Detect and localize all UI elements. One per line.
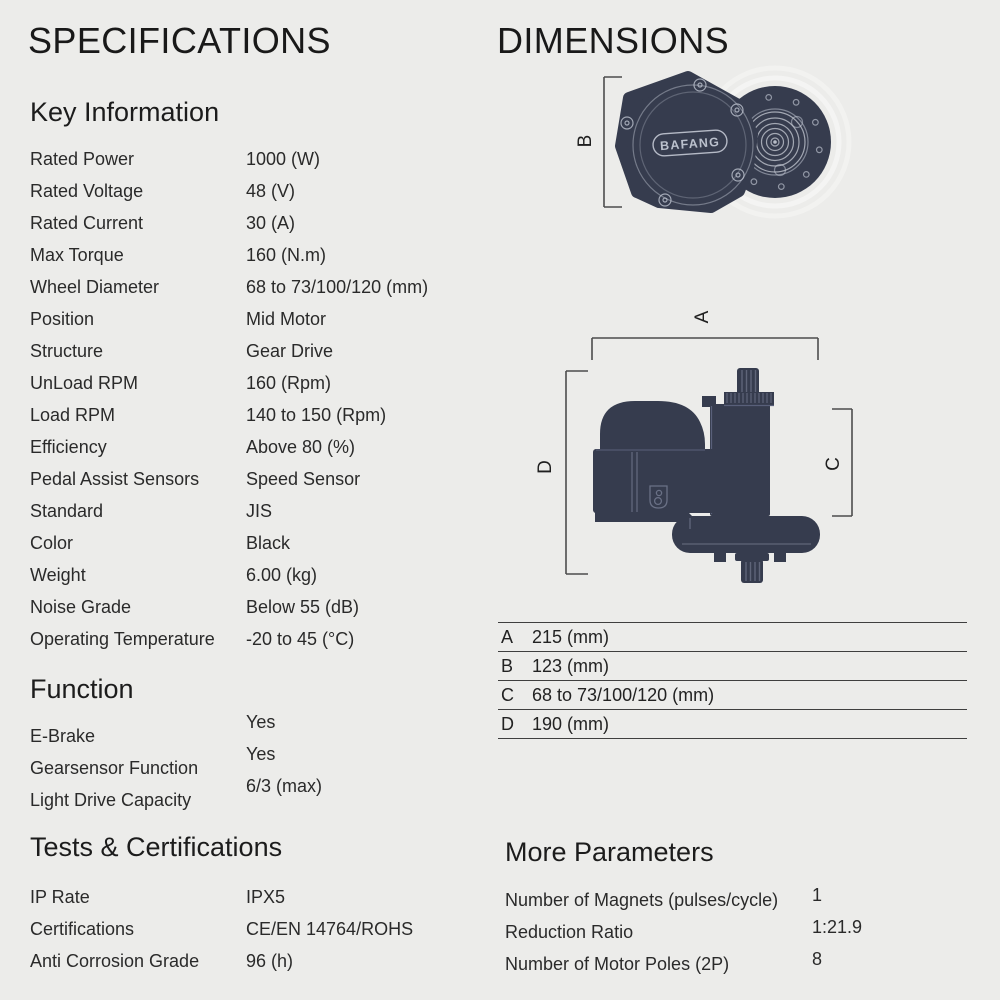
- spec-label: Structure: [30, 340, 104, 361]
- spec-row: [30, 239, 470, 271]
- spec-label: Certifications: [30, 918, 135, 939]
- spec-row: [30, 271, 470, 303]
- hub-center-dot: [773, 140, 777, 144]
- spec-row: [30, 913, 470, 945]
- dimension-key: D: [501, 713, 514, 734]
- parameter-label: Reduction Ratio: [505, 921, 634, 942]
- parameter-row: [505, 916, 965, 948]
- spec-value: 68 to 73/100/120 (mm): [246, 276, 429, 297]
- spec-row: [30, 399, 470, 431]
- spec-label: IP Rate: [30, 886, 90, 907]
- spec-row: [30, 591, 470, 623]
- dimension-value: 190 (mm): [532, 713, 610, 734]
- spec-row: [30, 207, 470, 239]
- dimension-row: [498, 680, 967, 709]
- spec-row: [30, 143, 470, 175]
- spec-value: 140 to 150 (Rpm): [246, 404, 387, 425]
- dimension-row: [498, 709, 967, 738]
- motor-top-view-illustration: [575, 60, 855, 220]
- spec-label: E-Brake: [30, 725, 96, 746]
- spec-label: Weight: [30, 564, 86, 585]
- parameter-value: 1:21.9: [812, 916, 863, 937]
- spec-label: Pedal Assist Sensors: [30, 468, 200, 489]
- function-heading: Function: [30, 674, 134, 704]
- spec-row: [30, 623, 470, 655]
- dimension-bracket-a: [592, 338, 818, 360]
- spec-value: Speed Sensor: [246, 468, 361, 489]
- specifications-title: SPECIFICATIONS: [28, 20, 331, 61]
- dimension-value: 215 (mm): [532, 626, 610, 647]
- spec-label: Gearsensor Function: [30, 757, 199, 778]
- spec-row: [30, 559, 470, 591]
- spec-value: 160 (N.m): [246, 244, 327, 265]
- spec-row: [30, 775, 470, 816]
- spec-label: Max Torque: [30, 244, 124, 265]
- spec-value: 6/3 (max): [246, 775, 323, 796]
- bafang-logo-text: BAFANG: [659, 134, 721, 154]
- motor-side-body: [593, 368, 820, 583]
- motor-side-view-illustration: [540, 300, 870, 590]
- spec-label: Color: [30, 532, 74, 553]
- spec-label: Anti Corrosion Grade: [30, 950, 200, 971]
- dimensions-title: DIMENSIONS: [497, 20, 730, 61]
- spec-value: Mid Motor: [246, 308, 327, 329]
- spec-label: Light Drive Capacity: [30, 789, 192, 810]
- spec-label: Load RPM: [30, 404, 116, 425]
- parameter-row: [505, 884, 965, 916]
- tests-certifications-heading: Tests & Certifications: [30, 832, 283, 862]
- dimension-value: 68 to 73/100/120 (mm): [532, 684, 715, 705]
- spec-label: Standard: [30, 500, 104, 521]
- dimension-label-c: C: [823, 457, 844, 471]
- spec-label: Rated Power: [30, 148, 135, 169]
- tests-rows: [30, 881, 470, 977]
- function-rows: [30, 711, 470, 816]
- spec-row: [30, 527, 470, 559]
- spec-row: [30, 367, 470, 399]
- spec-row: [30, 881, 470, 913]
- spec-label: Efficiency: [30, 436, 107, 457]
- spec-value: -20 to 45 (°C): [246, 628, 355, 649]
- spec-value: Yes: [246, 743, 276, 764]
- parameter-label: Number of Magnets (pulses/cycle): [505, 889, 779, 910]
- spec-row: [30, 175, 470, 207]
- spec-value: CE/EN 14764/ROHS: [246, 918, 414, 939]
- spec-label: Position: [30, 308, 95, 329]
- parameter-value: 1: [812, 884, 823, 905]
- dimension-key: B: [501, 655, 514, 676]
- dimension-key: C: [501, 684, 514, 705]
- spec-value: JIS: [246, 500, 273, 521]
- spec-value: IPX5: [246, 886, 286, 907]
- more-parameters-rows: [505, 884, 965, 980]
- dimension-row: [498, 651, 967, 680]
- spec-value: Gear Drive: [246, 340, 334, 361]
- dimension-label-b: B: [575, 134, 596, 148]
- dimension-label-d: D: [535, 460, 556, 474]
- spec-value: 1000 (W): [246, 148, 321, 169]
- spec-value: 96 (h): [246, 950, 294, 971]
- spec-label: Operating Temperature: [30, 628, 215, 649]
- parameter-value: 8: [812, 948, 823, 969]
- spec-value: 160 (Rpm): [246, 372, 332, 393]
- spec-value: Yes: [246, 711, 276, 732]
- spec-value: 48 (V): [246, 180, 296, 201]
- spec-row: [30, 945, 470, 977]
- spec-value: 30 (A): [246, 212, 296, 233]
- dimension-value: 123 (mm): [532, 655, 610, 676]
- more-parameters-heading: More Parameters: [505, 837, 714, 867]
- spec-row: [30, 335, 470, 367]
- spec-row: [30, 495, 470, 527]
- spec-label: Wheel Diameter: [30, 276, 160, 297]
- key-information-heading: Key Information: [30, 97, 220, 127]
- dimension-key: A: [501, 626, 514, 647]
- spec-label: Rated Current: [30, 212, 144, 233]
- spec-value: Above 80 (%): [246, 436, 356, 457]
- parameter-row: [505, 948, 965, 980]
- spec-label: Rated Voltage: [30, 180, 144, 201]
- dimension-row: [498, 622, 967, 651]
- key-information-rows: [30, 143, 470, 655]
- spec-row: [30, 463, 470, 495]
- dimensions-table: [498, 622, 967, 739]
- spec-label: UnLoad RPM: [30, 372, 139, 393]
- spec-row: [30, 303, 470, 335]
- spec-row: [30, 431, 470, 463]
- parameter-label: Number of Motor Poles (2P): [505, 953, 730, 974]
- spec-value: Below 55 (dB): [246, 596, 360, 617]
- dimension-bracket-d: [566, 371, 588, 574]
- spec-value: 6.00 (kg): [246, 564, 318, 585]
- dimension-label-a: A: [692, 310, 713, 324]
- spec-value: Black: [246, 532, 291, 553]
- spec-label: Noise Grade: [30, 596, 132, 617]
